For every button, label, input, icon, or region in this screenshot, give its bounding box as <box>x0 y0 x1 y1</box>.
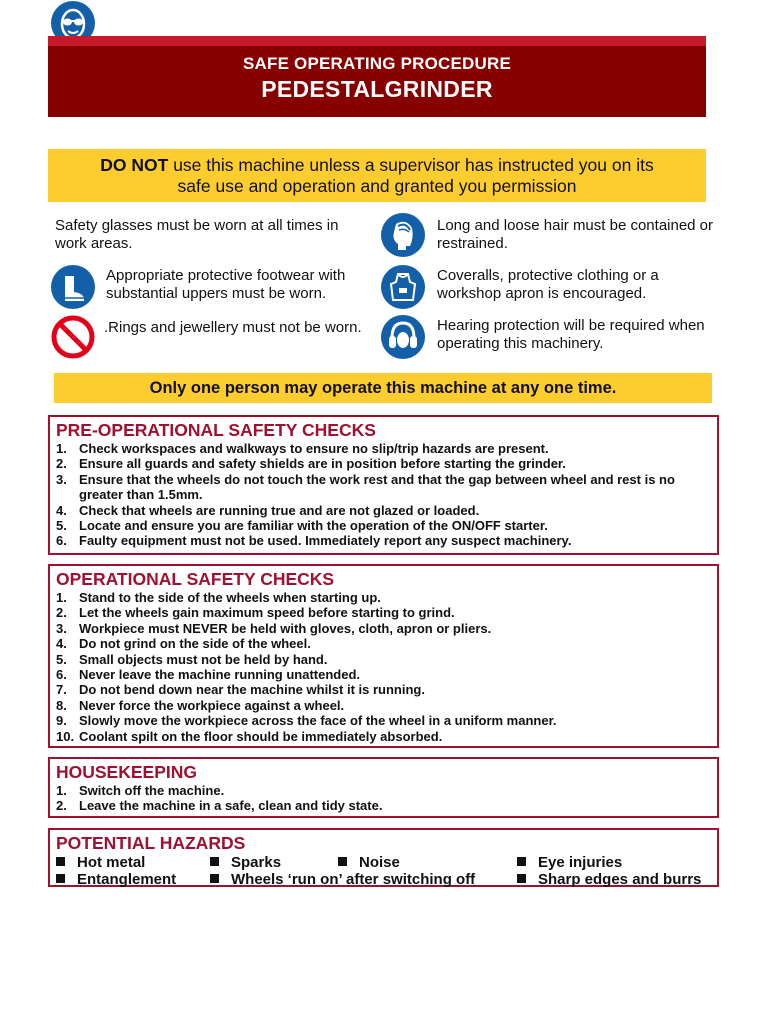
list-item: 5. Small objects must not be held by hand. <box>56 651 328 667</box>
list-item: 10. Coolant spilt on the floor should be immediately absorbed. <box>56 728 443 744</box>
list-item: 8. Never force the workpiece against a wheel. <box>56 697 345 713</box>
operational-section <box>48 564 719 748</box>
header-band <box>48 36 706 117</box>
hazard-item: Wheels ‘run on’ after switching off <box>210 871 475 888</box>
hazard-item: Eye injuries <box>517 854 622 871</box>
hazard-item: Sharp edges and burrs <box>517 871 701 888</box>
list-item: 1. Switch off the machine. <box>56 783 225 798</box>
ppe-hair-text: Long and loose hair must be contained or restrained. <box>437 217 714 252</box>
hearing-protection-icon <box>380 314 426 360</box>
bullet-square-icon <box>517 857 526 866</box>
housekeeping-list <box>56 783 709 814</box>
hazard-item: Noise <box>338 854 400 871</box>
pre-operational-section <box>48 415 719 555</box>
list-item: 6. Faulty equipment must not be used. Immediately report any suspect machinery. <box>56 533 572 549</box>
bullet-square-icon <box>210 874 219 883</box>
bullet-square-icon <box>338 857 347 866</box>
safety-footwear-icon <box>50 264 96 310</box>
hazard-item: Sparks <box>210 854 281 871</box>
hazard-item: Entanglement <box>56 871 176 888</box>
no-jewellery-icon <box>50 314 96 360</box>
hazard-row-1 <box>56 854 709 871</box>
list-item: 2. Ensure all guards and safety shields are in position before starting the grinder. <box>56 456 566 472</box>
bullet-square-icon <box>56 874 65 883</box>
bullet-square-icon <box>56 857 65 866</box>
warning-bold: DO NOT <box>100 155 169 175</box>
operational-list <box>56 590 709 744</box>
hazards-section <box>48 828 719 887</box>
warning-line2: safe use and operation and granted you permission <box>177 176 577 196</box>
ppe-jewellery-text: .Rings and jewellery must not be worn. <box>104 319 362 336</box>
list-item: 2. Let the wheels gain maximum speed before starting to grind. <box>56 605 455 621</box>
one-person-banner: Only one person may operate this machine at any one time. <box>54 373 712 403</box>
page-title: PEDESTALGRINDER <box>261 76 493 102</box>
pre-operational-list <box>56 441 709 549</box>
list-item: 3. Workpiece must NEVER be held with gloves, cloth, apron or pliers. <box>56 620 492 636</box>
list-item: 4. Check that wheels are running true and are not glazed or loaded. <box>56 502 480 518</box>
ppe-glasses-text: Safety glasses must be worn at all times in work areas. <box>55 217 339 252</box>
list-item: 3. Ensure that the wheels do not touch the work rest and that the gap between wheel and rest is no greater than 1.5mm. <box>56 471 675 503</box>
list-item: 1. Stand to the side of the wheels when starting up. <box>56 590 381 605</box>
housekeeping-title: HOUSEKEEPING <box>56 762 197 782</box>
ppe-footwear-text: Appropriate protective footwear with substantial uppers must be worn. <box>106 267 346 302</box>
pre-operational-title: PRE-OPERATIONAL SAFETY CHECKS <box>56 420 376 440</box>
apron-icon <box>380 264 426 310</box>
list-item: 6. Never leave the machine running unattended. <box>56 667 361 683</box>
hazards-title: POTENTIAL HAZARDS <box>56 833 246 853</box>
warning-line1: use this machine unless a supervisor has instructed you on its <box>168 155 654 175</box>
list-item: 1. Check workspaces and walkways to ensure no slip/trip hazards are present. <box>56 441 549 456</box>
ppe-hearing-text: Hearing protection will be required when operating this machinery. <box>437 317 705 352</box>
list-item: 4. Do not grind on the side of the wheel. <box>56 636 311 652</box>
list-item: 7. Do not bend down near the machine whilst it is running. <box>56 682 425 698</box>
operational-title: OPERATIONAL SAFETY CHECKS <box>56 569 335 589</box>
ppe-apron-text: Coveralls, protective clothing or a workshop apron is encouraged. <box>437 267 659 302</box>
list-item: 2. Leave the machine in a safe, clean and tidy state. <box>56 798 383 814</box>
housekeeping-section <box>48 757 719 818</box>
bullet-square-icon <box>210 857 219 866</box>
bullet-square-icon <box>517 874 526 883</box>
hazard-item: Hot metal <box>56 854 145 871</box>
list-item: 9. Slowly move the workpiece across the face of the wheel in a uniform manner. <box>56 713 557 729</box>
hair-restraint-icon <box>380 212 426 258</box>
hazard-row-2 <box>56 871 709 888</box>
header-subtitle: SAFE OPERATING PROCEDURE <box>242 54 511 73</box>
supervisor-warning <box>48 149 706 202</box>
list-item: 5. Locate and ensure you are familiar with the operation of the ON/OFF starter. <box>56 518 548 534</box>
